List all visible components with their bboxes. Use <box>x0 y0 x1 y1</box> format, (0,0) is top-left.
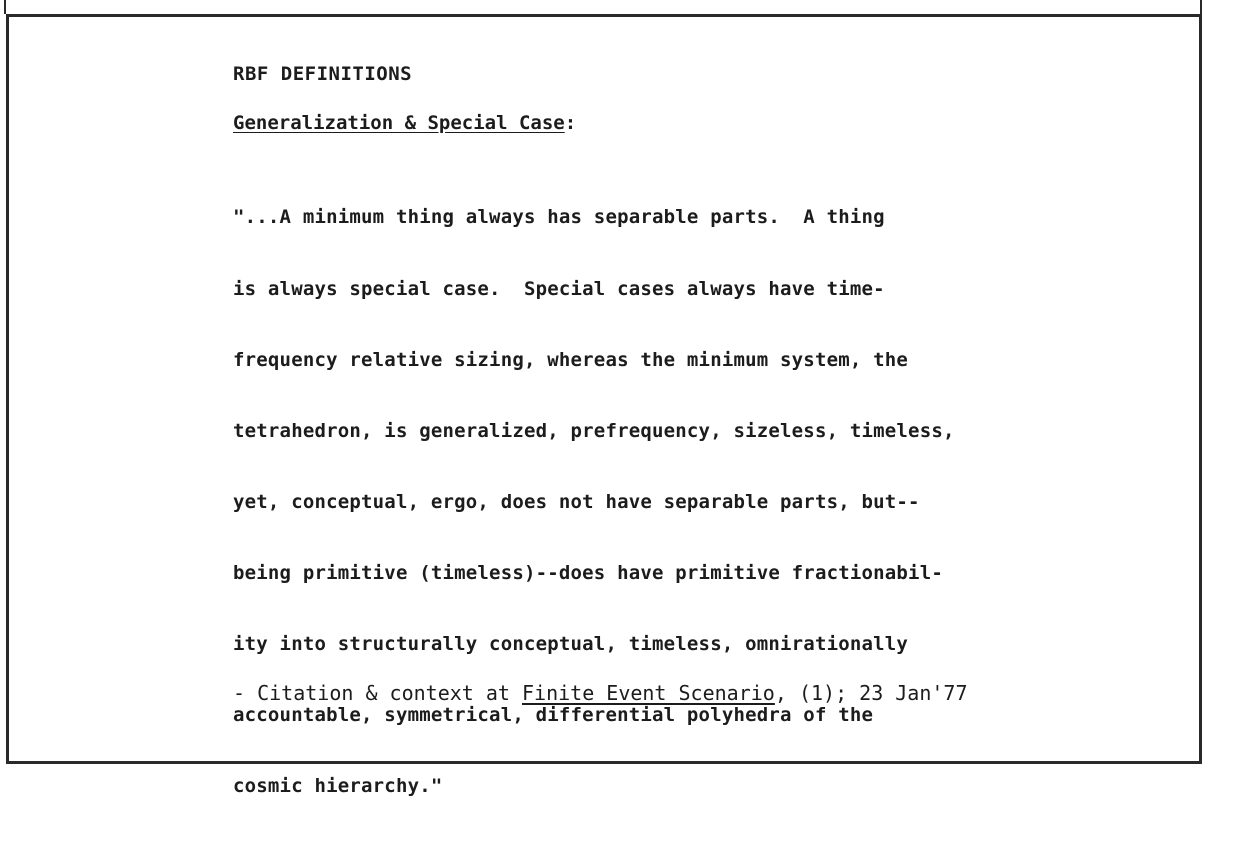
definition-quote <box>233 159 1163 846</box>
definition-term <box>233 112 576 134</box>
term-colon: : <box>564 112 577 134</box>
card-edge-right-stub <box>1200 0 1204 14</box>
quote-line: tetrahedron, is generalized, prefrequency, sizeless, timeless, <box>233 419 955 442</box>
citation <box>233 681 968 705</box>
quote-line: ity into structurally conceptual, timeless, omnirationally <box>233 633 909 656</box>
quote-line: is always special case. Special cases always have time- <box>233 277 885 300</box>
citation-prefix: - Citation & context at <box>233 681 522 705</box>
quote-line: accountable, symmetrical, differential polyhedra of the <box>233 704 874 727</box>
definition-card <box>6 14 1202 798</box>
quote-line: being primitive (timeless)--does have primitive fractionabil- <box>233 561 943 584</box>
term-label: Generalization & Special Case <box>233 112 565 134</box>
citation-suffix: , (1); 23 Jan'77 <box>774 681 968 705</box>
quote-line: yet, conceptual, ergo, does not have separable parts, but-- <box>233 490 920 513</box>
quote-line: "...A minimum thing always has separable parts. A thing <box>233 206 885 229</box>
citation-source: Finite Event Scenario <box>521 681 775 705</box>
page-title: RBF DEFINITIONS <box>233 63 413 85</box>
card-edge-left-stub <box>0 0 6 14</box>
quote-line: frequency relative sizing, whereas the minimum system, the <box>233 348 909 371</box>
quote-line: cosmic hierarchy." <box>233 775 443 798</box>
